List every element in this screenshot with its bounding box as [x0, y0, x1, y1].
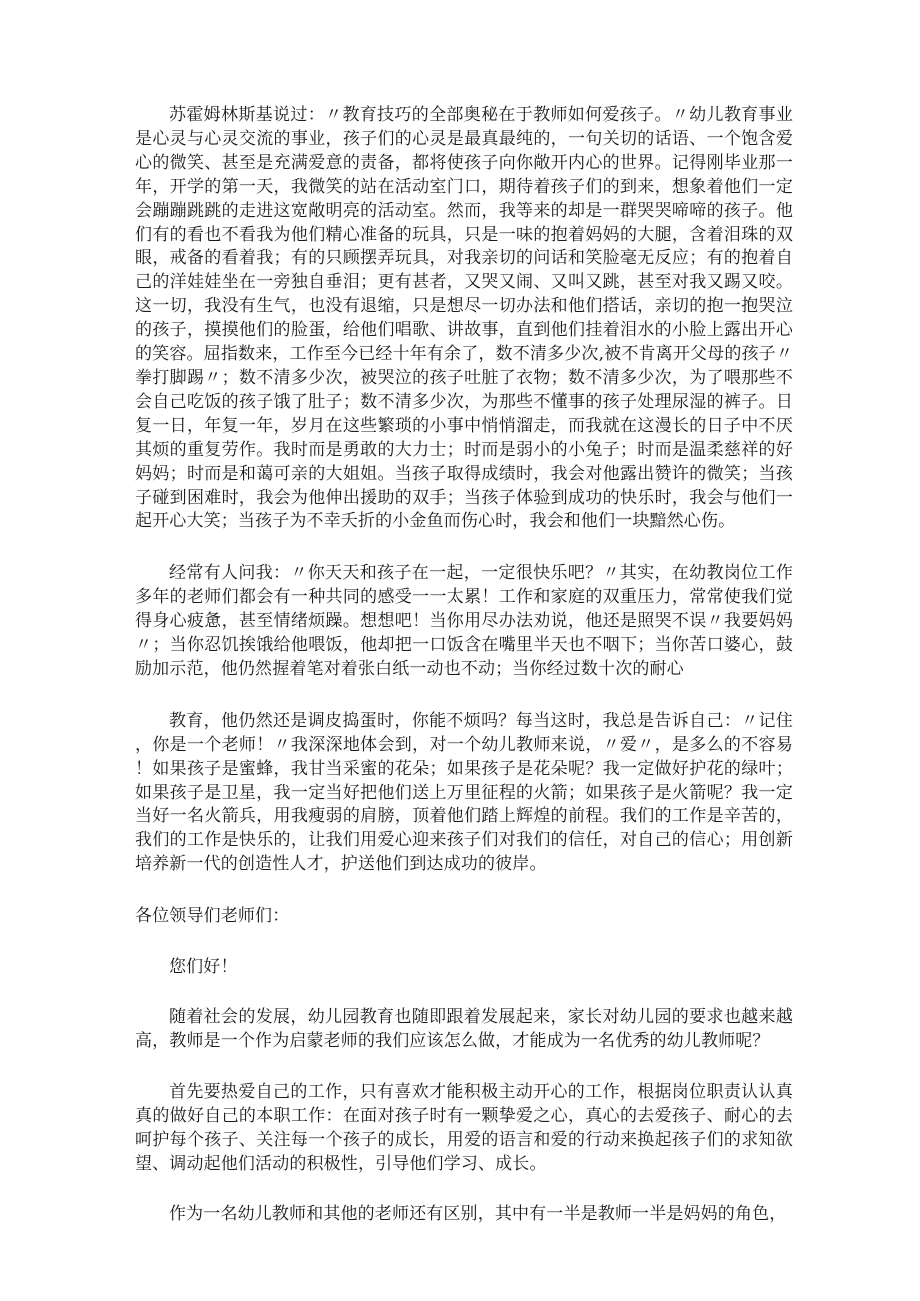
paragraph-love-your-work: 首先要热爱自己的工作，只有喜欢才能积极主动开心的工作，根据岗位职责认认真真的做好自己的本职工作：在面对孩子时有一颗挚爱之心，真心的去爱孩子、耐心的去呵护每个孩子、关注每一个孩子的成长，用爱的语言和爱的行动来换起孩子们的求知欲望、调动起他们活动的积极性，引导他们学习、成长。	[135, 1081, 793, 1174]
paragraph-teacher-mother-role: 作为一名幼儿教师和其他的老师还有区别，其中有一半是教师一半是妈妈的角色，	[169, 1204, 787, 1225]
speech-salutation: 各位领导们老师们：	[135, 906, 290, 927]
speech-greeting: 您们好！	[169, 957, 238, 978]
paragraph-education-patience: 教育，他仍然还是调皮捣蛋时，你能不烦吗？每当这时，我总是告诉自己：〃记住，你是一个老师！〃我深深地体会到，对一个幼儿教师来说，〃爱〃，是多么的不容易！如果孩子是蜜蜂，我甘当采蜜的花朵；如果孩子是花朵呢？我一定做好护花的绿叶；如果孩子是卫星，我一定当好把他们送上万里征程的火箭；如果孩子是火箭呢？我一定当好一名火箭兵，用我瘦弱的肩膀，顶着他们踏上辉煌的前程。我们的工作是辛苦的，我们的工作是快乐的，让我们用爱心迎来孩子们对我们的信任，对自己的信心；用创新培养新一代的创造性人才，护送他们到达成功的彼岸。	[135, 710, 793, 875]
document-page	[135, 104, 793, 1227]
paragraph-social-development: 随着社会的发展，幼儿园教育也随即跟着发展起来，家长对幼儿园的要求也越来越高，教师是一个作为启蒙老师的我们应该怎么做，才能成为一名优秀的幼儿教师呢？	[135, 1007, 793, 1051]
paragraph-sukhomlinsky-quote: 苏霍姆林斯基说过：〃教育技巧的全部奥秘在于教师如何爱孩子。〃幼儿教育事业是心灵与心灵交流的事业，孩子们的心灵是最真最纯的，一句关切的话语、一个饱含爱心的微笑、甚至是充满爱意的责备，都将使孩子向你敞开内心的世界。记得刚毕业那一年，开学的第一天，我微笑的站在活动室门口，期待着孩子们的到来，想象着他们一定会蹦蹦跳跳的走进这宽敞明亮的活动室。然而，我等来的却是一群哭哭啼啼的孩子。他们有的看也不看我为他们精心准备的玩具，只是一味的抱着妈妈的大腿，含着泪珠的双眼，戒备的看着我；有的只顾摆弄玩具，对我亲切的问话和笑脸毫无反应；有的抱着自己的洋娃娃坐在一旁独自垂泪；更有甚者，又哭又闹、又叫又跳，甚至对我又踢又咬。这一切，我没有生气，也没有退缩，只是想尽一切办法和他们搭话，亲切的抱一抱哭泣的孩子，摸摸他们的脸蛋，给他们唱歌、讲故事，直到他们挂着泪水的小脸上露出开心的笑容。屈指数来，工作至今已经十年有余了，数不清多少次,被不肯离开父母的孩子〃拳打脚踢〃；数不清多少次，被哭泣的孩子吐脏了衣物；数不清多少次，为了喂那些不会自己吃饭的孩子饿了肚子；数不清多少次，为那些不懂事的孩子处理尿湿的裤子。日复一日，年复一年，岁月在这些繁琐的小事中悄悄溜走，而我就在这漫长的日子中不厌其烦的重复劳作。我时而是勇敢的大力士；时而是弱小的小兔子；时而是温柔慈祥的好妈妈；时而是和蔼可亲的大姐姐。当孩子取得成绩时，我会对他露出赞许的微笑；当孩子碰到困难时，我会为他伸出援助的双手；当孩子体验到成功的快乐时，我会与他们一起开心大笑；当孩子为不幸夭折的小金鱼而伤心时，我会和他们一块黯然心伤。	[135, 105, 793, 532]
paragraph-people-ask: 经常有人问我：〃你天天和孩子在一起，一定很快乐吧？〃其实，在幼教岗位工作多年的老师们都会有一种共同的感受一一太累！工作和家庭的双重压力，常常使我们觉得身心疲惫，甚至情绪烦躁。想想吧！当你用尽办法劝说，他还是照哭不误〃我要妈妈〃；当你忍饥挨饿给他喂饭，他却把一口饭含在嘴里半天也不咽下；当你苦口婆心，鼓励加示范，他仍然握着笔对着张白纸一动也不动；当你经过数十次的耐心	[135, 563, 793, 679]
